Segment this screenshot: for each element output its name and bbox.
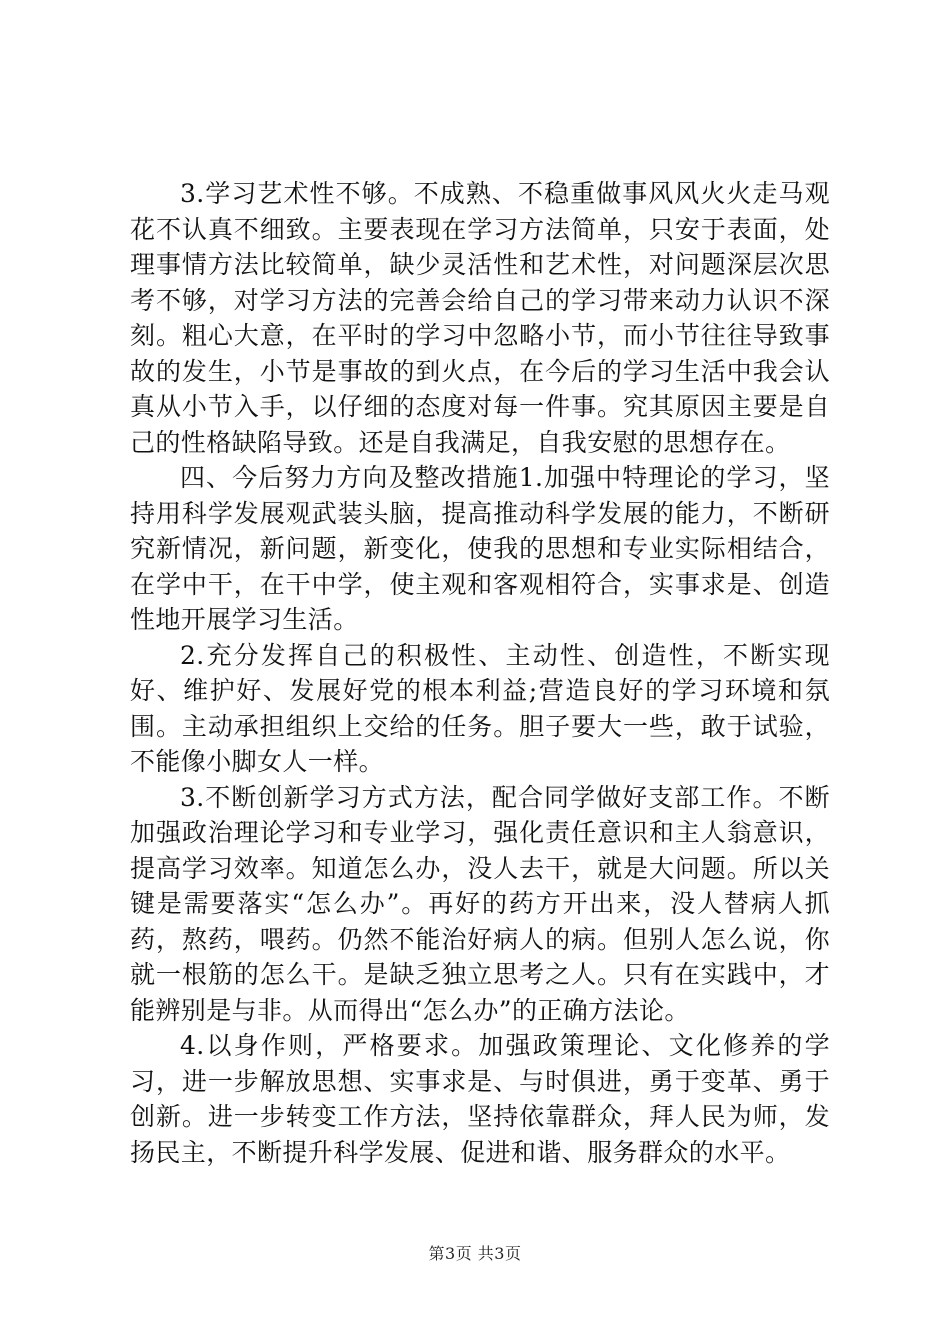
paragraph-innovation-methods: 3.不断创新学习方式方法，配合同学做好支部工作。不断加强政治理论学习和专业学习，强化责任意识和主人翁意识，提高学习效率。知道怎么办，没人去干，就是大问题。所以关键是需要落实“怎么办”。再好的药方开出来，没人替病人抓药，熬药，喂药。仍然不能治好病人的病。但别人怎么说，你就一根筋的怎么干。是缺乏独立思考之人。只有在实践中，才能辨别是与非。从而得出“怎么办”的正确方法论。 — [130, 782, 830, 1025]
paragraph-initiative: 2.充分发挥自己的积极性、主动性、创造性，不断实现好、维护好、发展好党的根本利益;营造良好的学习环境和氛围。主动承担组织上交给的任务。胆子要大一些，敢于试验，不能像小脚女人一样。 — [130, 640, 830, 776]
paragraph-learning-artistry: 3.学习艺术性不够。不成熟、不稳重做事风风火火走马观花不认真不细致。主要表现在学习方法简单，只安于表面，处理事情方法比较简单，缺少灵活性和艺术性，对问题深层次思考不够，对学习方法的完善会给自己的学习带来动力认识不深刻。粗心大意，在平时的学习中忽略小节，而小节往往导致事故的发生，小节是事故的到火点，在今后的学习生活中我会认真从小节入手，以仔细的态度对每一件事。究其原因主要是自己的性格缺陷导致。还是自我满足，自我安慰的思想存在。 — [130, 179, 830, 457]
paragraph-improvement-measures: 四、今后努力方向及整改措施1.加强中特理论的学习，坚持用科学发展观武装头脑，提高推动科学发展的能力，不断研究新情况，新问题，新变化，使我的思想和专业实际相结合，在学中干，在干中学，使主观和客观相符合，实事求是、创造性地开展学习生活。 — [130, 463, 830, 634]
paragraph-lead-by-example: 4.以身作则，严格要求。加强政策理论、文化修养的学习，进一步解放思想、实事求是、与时俱进，勇于变革、勇于创新。进一步转变工作方法，坚持依靠群众，拜人民为师，发扬民主，不断提升科学发展、促进和谐、服务群众的水平。 — [130, 1031, 830, 1167]
document-body — [130, 176, 830, 1170]
page-number-footer: 第3页 共3页 — [428, 1244, 522, 1263]
